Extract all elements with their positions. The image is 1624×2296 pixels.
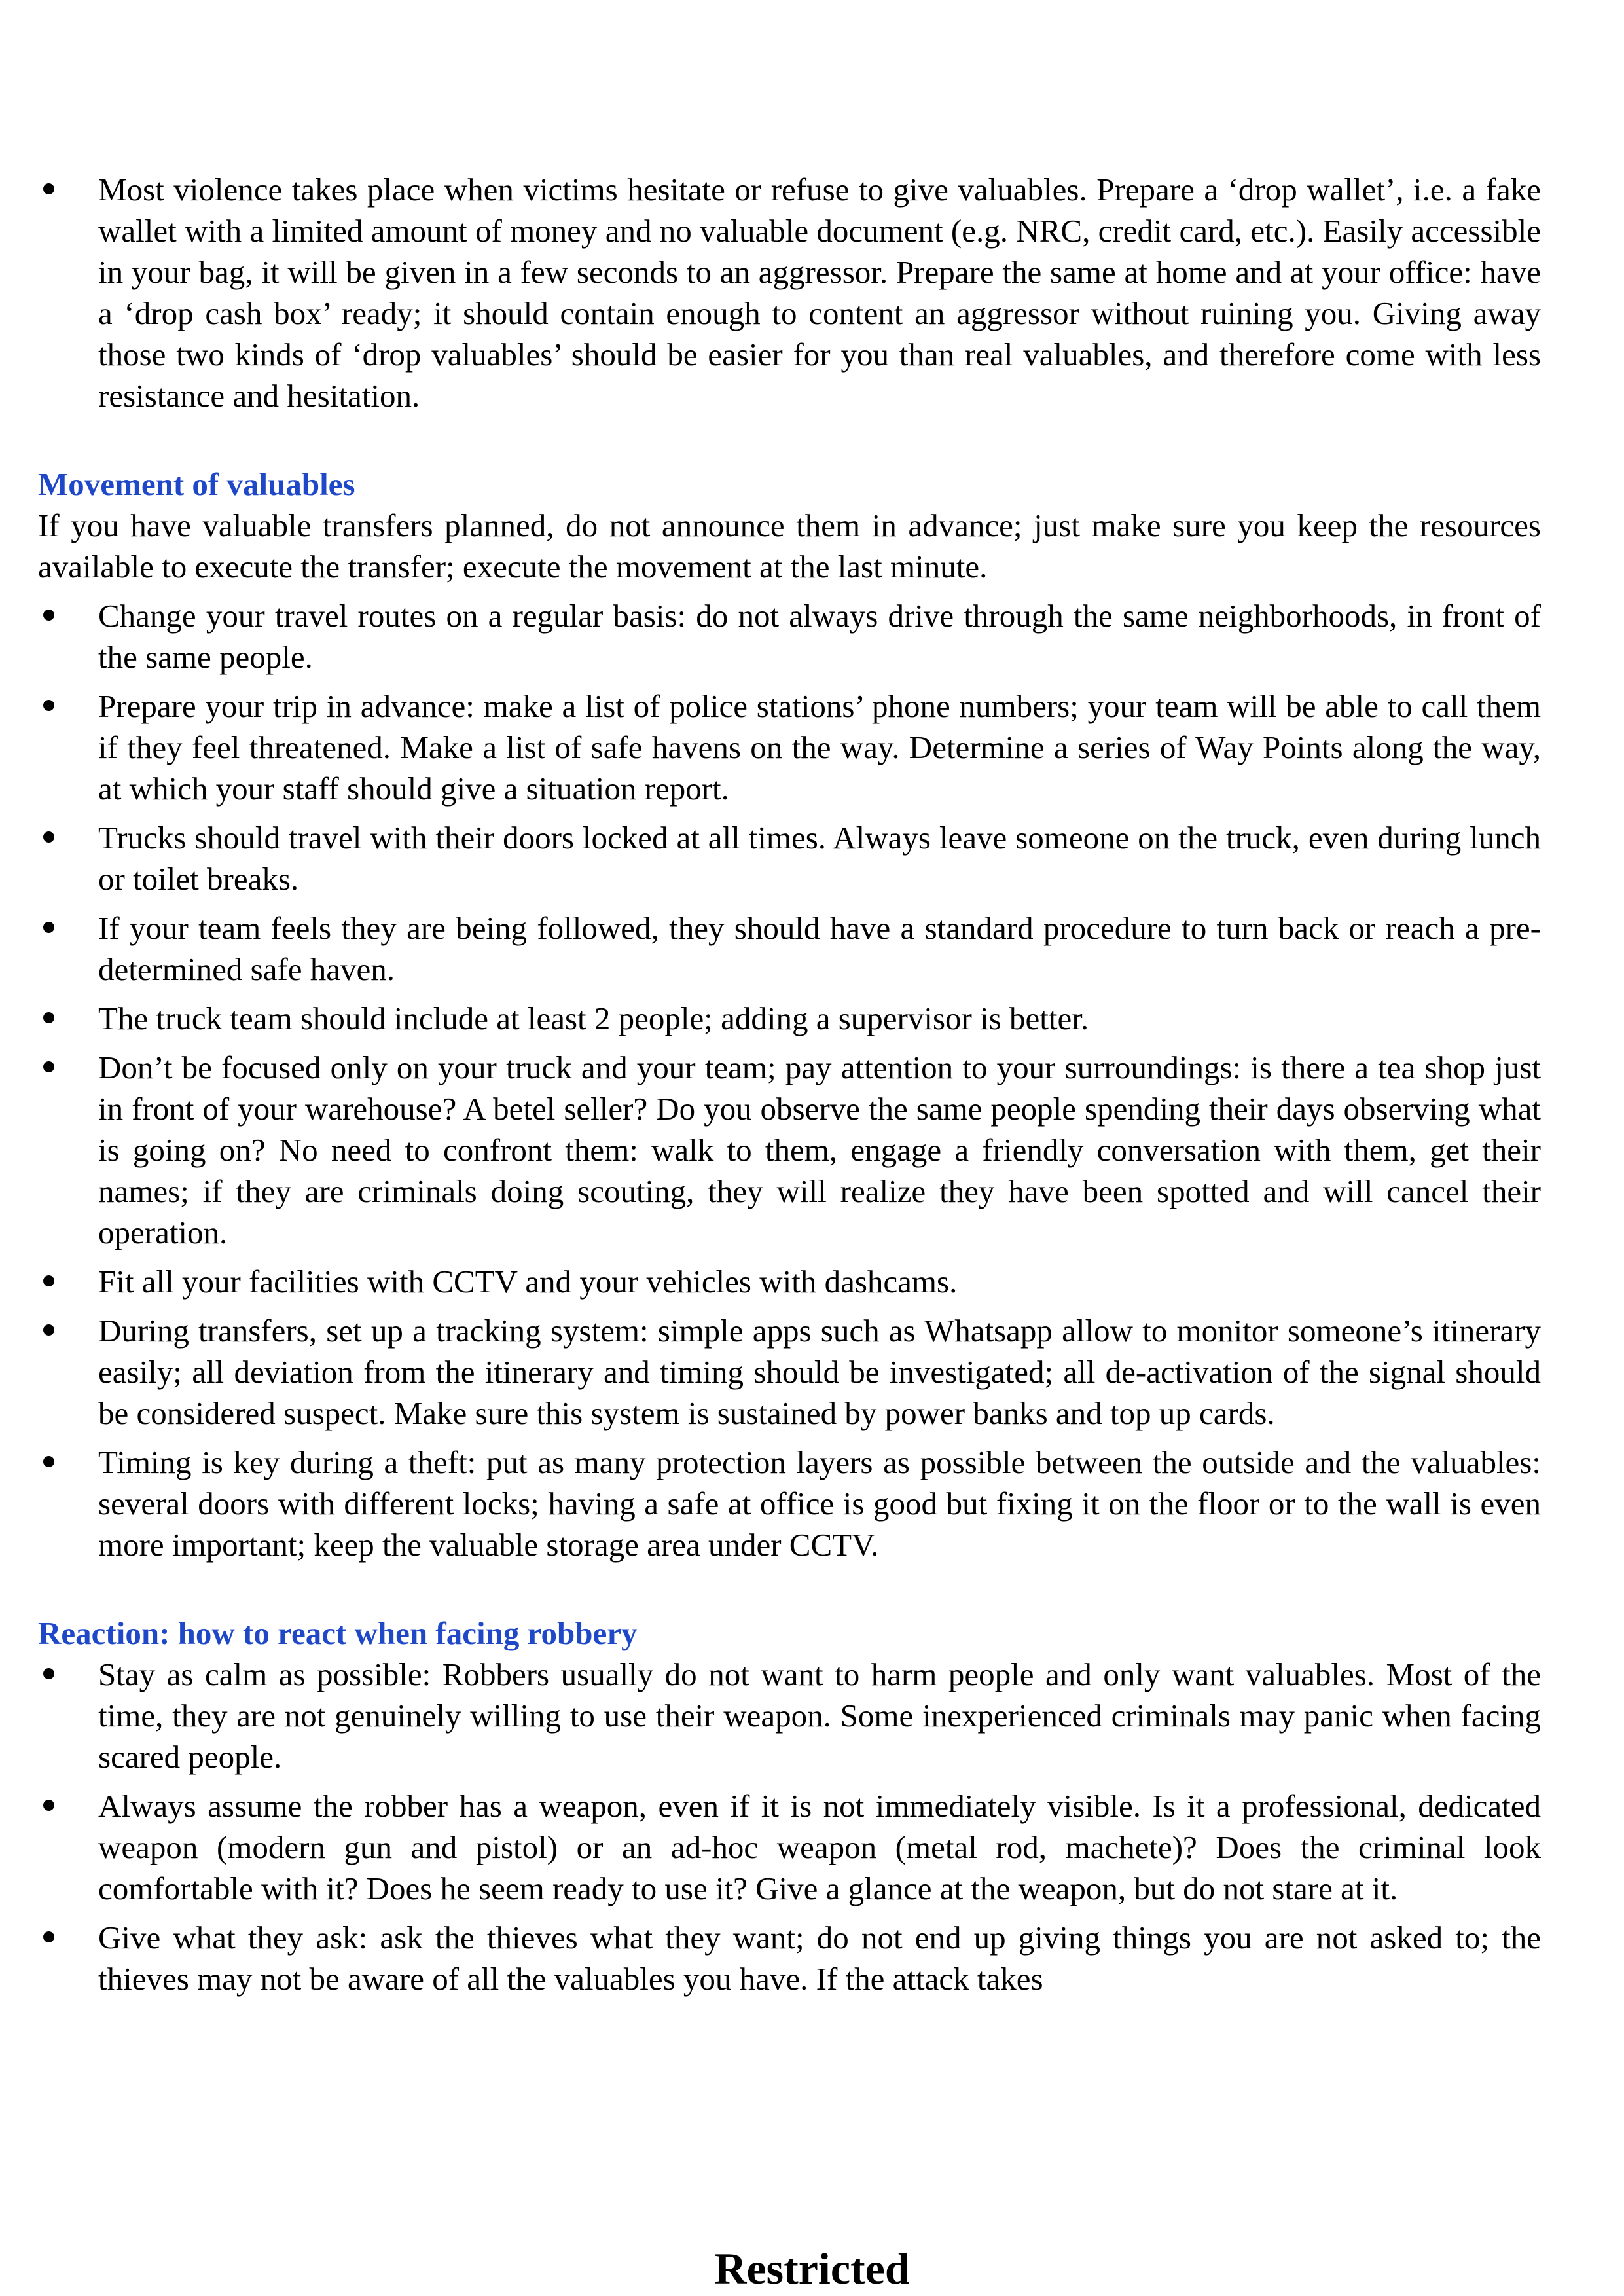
section-spacer: [38, 424, 1541, 464]
list-item: The truck team should include at least 2 people; adding a supervisor is better.: [38, 998, 1541, 1039]
reaction-bullet-list: [38, 1654, 1541, 1999]
list-item: Trucks should travel with their doors locked at all times. Always leave someone on the truck, even during lunch or toilet breaks.: [38, 817, 1541, 900]
list-item: Always assume the robber has a weapon, even if it is not immediately visible. Is it a professional, dedicated weapon (modern gun and pistol) or an ad-hoc weapon (metal rod, machete)? Does the criminal look comfortable with it? Does he seem ready to use it? Give a glance at the weapon, but do not stare at it.: [38, 1785, 1541, 1909]
list-item: Timing is key during a theft: put as many protection layers as possible between the outside and the valuables: several doors with different locks; having a safe at office is good but fixing it on the floor or to the wall is even more important; keep the valuable storage area under CCTV.: [38, 1442, 1541, 1565]
list-item: Change your travel routes on a regular basis: do not always drive through the same neighborhoods, in front of the same people.: [38, 595, 1541, 678]
page-footer-classification: Restricted: [714, 2244, 910, 2293]
section-reaction: [38, 1613, 1541, 1999]
section-heading: Reaction: how to react when facing robbery: [38, 1615, 638, 1651]
list-item: Don’t be focused only on your truck and your team; pay attention to your surroundings: is there a tea shop just in front of your warehouse? A betel seller? Do you observe the same people spending their days observing what is going on? No need to confront them: walk to them, engage a friendly conversation with them, get their names; if they are criminals doing scouting, they will realize they have been spotted and will cancel their operation.: [38, 1047, 1541, 1253]
section-heading: Movement of valuables: [38, 466, 355, 502]
section-intro: If you have valuable transfers planned, do not announce them in advance; just make sure you keep the resources available to execute the transfer; execute the movement at the last minute.: [38, 507, 1541, 585]
page-content: [38, 169, 1541, 2007]
list-item: Most violence takes place when victims hesitate or refuse to give valuables. Prepare a ‘drop wallet’, i.e. a fake wallet with a limited amount of money and no valuable document (e.g. NRC, credit card, etc.). Easily accessible in your bag, it will be given in a few seconds to an aggressor. Prepare the same at home and at your office: have a ‘drop cash box’ ready; it should contain enough to content an aggressor without ruining you. Giving away those two kinds of ‘drop valuables’ should be easier for you than real valuables, and therefore come with less resistance and hesitation.: [38, 169, 1541, 416]
intro-bullet-list: [38, 169, 1541, 416]
list-item: If your team feels they are being followed, they should have a standard procedure to turn back or reach a pre-determined safe haven.: [38, 907, 1541, 990]
section-spacer: [38, 1573, 1541, 1613]
list-item: Prepare your trip in advance: make a list of police stations’ phone numbers; your team will be able to call them if they feel threatened. Make a list of safe havens on the way. Determine a series of Way Points along the way, at which your staff should give a situation report.: [38, 685, 1541, 809]
list-item: During transfers, set up a tracking system: simple apps such as Whatsapp allow to monitor someone’s itinerary easily; all deviation from the itinerary and timing should be investigated; all de-activation of the signal should be considered suspect. Make sure this system is sustained by power banks and top up cards.: [38, 1310, 1541, 1434]
list-item: Fit all your facilities with CCTV and your vehicles with dashcams.: [38, 1261, 1541, 1302]
list-item: Give what they ask: ask the thieves what they want; do not end up giving things you are not asked to; the thieves may not be aware of all the valuables you have. If the attack takes: [38, 1917, 1541, 1999]
section-movement: [38, 464, 1541, 1565]
list-item: Stay as calm as possible: Robbers usually do not want to harm people and only want valuables. Most of the time, they are not genuinely willing to use their weapon. Some inexperienced criminals may panic when facing scared people.: [38, 1654, 1541, 1777]
movement-bullet-list: [38, 595, 1541, 1565]
